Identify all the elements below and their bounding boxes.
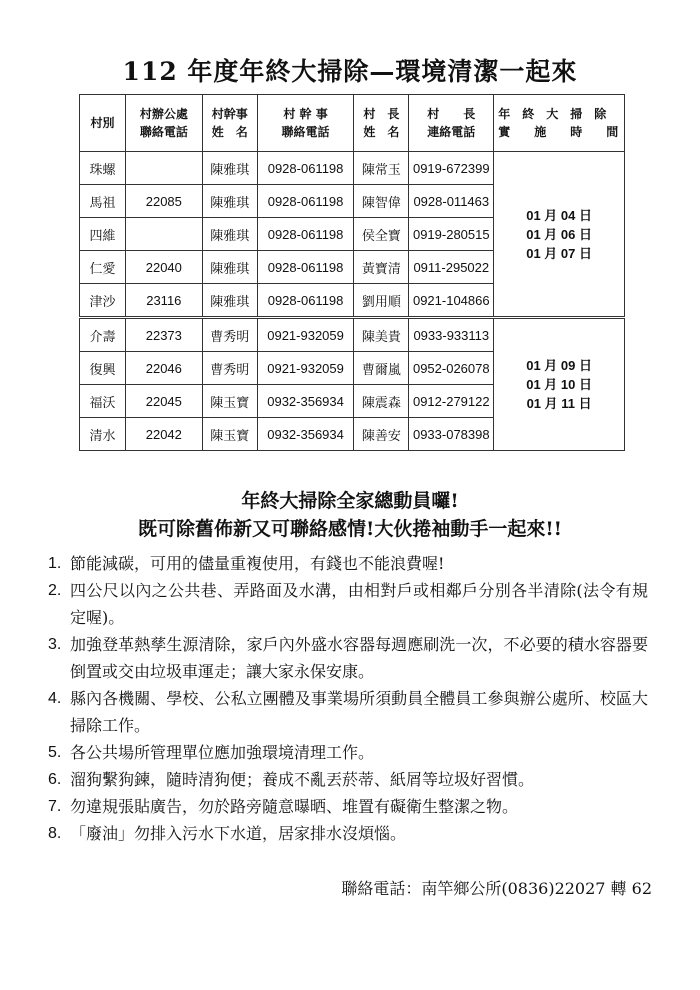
list-item [48,766,648,793]
header-chief-name-line: 村 長 [363,107,400,121]
village-name: 復興 [80,352,126,385]
header-schedule-line: 實 施 時 間 [498,125,619,139]
officer-phone: 0928-061198 [257,284,354,318]
officer-name: 陳雅琪 [202,251,257,284]
chief-phone: 0933-078398 [409,418,494,451]
page-title: 112 年度年終大掃除—環境清潔一起來 [122,57,578,86]
officer-phone: 0932-356934 [257,385,354,418]
officer-name: 陳玉寶 [202,418,257,451]
table-row [80,152,625,185]
cleanup-rules-list [48,550,648,847]
item-text: 節能減碳，可用的儘量重複使用，有錢也不能浪費喔! [70,554,445,573]
schedule-date: 01 月 04 日 [526,207,592,223]
office-phone [125,218,202,251]
item-text: 勿違規張貼廣告，勿於路旁隨意曝晒、堆置有礙衛生整潔之物。 [70,797,519,816]
chief-phone: 0919-280515 [409,218,494,251]
chief-name: 陳震森 [354,385,409,418]
schedule-date: 01 月 10 日 [526,377,592,392]
chief-name: 曹爾嵐 [354,352,409,385]
list-item [48,820,648,847]
header-chief-phone [409,95,494,152]
header-office-phone-line: 聯絡電話 [139,125,188,139]
header-chief-phone-line: 村 長 [427,107,476,121]
village-name: 仁愛 [80,251,126,284]
list-item [48,550,648,577]
officer-name: 曹秀明 [202,318,257,352]
header-office-phone-line: 村辦公處 [139,107,188,121]
list-item [48,793,648,820]
officer-phone: 0921-932059 [257,352,354,385]
chief-name: 陳智偉 [354,185,409,218]
item-text: 「廢油」勿排入污水下水道，居家排水沒煩惱。 [70,824,407,843]
header-schedule-line: 年 終 大 掃 除 [498,107,607,121]
office-phone: 22040 [125,251,202,284]
officer-name: 陳玉寶 [202,385,257,418]
item-number: 1. [48,555,62,572]
item-number: 5. [48,744,62,761]
officer-phone: 0928-061198 [257,152,354,185]
office-phone: 22085 [125,185,202,218]
item-text: 縣內各機關、學校、公私立團體及事業場所須動員全體員工參與辦公處所、校區大掃除工作。 [70,689,648,735]
header-village: 村別 [80,95,126,152]
item-number: 4. [48,690,62,707]
officer-name: 陳雅琪 [202,185,257,218]
officer-phone: 0928-061198 [257,218,354,251]
item-number: 7. [48,798,62,815]
officer-name: 陳雅琪 [202,152,257,185]
officer-phone: 0921-932059 [257,318,354,352]
village-name: 珠螺 [80,152,126,185]
chief-name: 陳美貴 [354,318,409,352]
officer-name: 曹秀明 [202,352,257,385]
cleanup-schedule-table [79,94,625,451]
chief-phone: 0928-011463 [409,185,494,218]
header-officer-name-line: 村幹事 [211,107,248,121]
schedule-date: 01 月 07 日 [526,245,592,261]
chief-phone: 0912-279122 [409,385,494,418]
chief-name: 陳常玉 [354,152,409,185]
office-phone: 22045 [125,385,202,418]
item-text: 各公共場所管理單位應加強環境清理工作。 [70,743,375,762]
list-item [48,577,648,631]
header-officer-name [202,95,257,152]
header-office-phone [125,95,202,152]
item-number: 3. [48,636,62,653]
chief-phone: 0933-933113 [409,318,494,352]
item-text: 加強登革熱孳生源清除，家戶內外盛水容器每週應刷洗一次，不必要的積水容器要倒置或交由垃圾車運走；讓大家永保安康。 [70,635,648,681]
item-number: 6. [48,771,62,788]
chief-name: 侯全寶 [354,218,409,251]
chief-name: 劉用順 [354,284,409,318]
office-phone: 23116 [125,284,202,318]
header-officer-name-line: 姓 名 [211,125,248,139]
office-phone: 22042 [125,418,202,451]
table-row [80,318,625,352]
contact-info: 聯絡電話：南竿鄉公所(0836)22027 轉 62 [341,879,652,898]
list-item [48,739,648,766]
slogan-line-2: 既可除舊佈新又可聯絡感情!大伙捲袖動手一起來!! [137,518,563,540]
header-officer-phone-line: 聯絡電話 [281,125,330,139]
officer-name: 陳雅琪 [202,284,257,318]
village-name: 介壽 [80,318,126,352]
officer-phone: 0932-356934 [257,418,354,451]
chief-phone: 0952-026078 [409,352,494,385]
office-phone [125,152,202,185]
header-schedule [494,95,625,152]
chief-phone: 0911-295022 [409,251,494,284]
village-name: 福沃 [80,385,126,418]
item-text: 溜狗繫狗鍊，隨時清狗便；養成不亂丟菸蒂、紙屑等垃圾好習慣。 [70,770,535,789]
village-name: 馬祖 [80,185,126,218]
chief-phone: 0919-672399 [409,152,494,185]
header-officer-phone [257,95,354,152]
schedule-date: 01 月 06 日 [526,226,592,242]
office-phone: 22046 [125,352,202,385]
schedule-dates [494,318,625,451]
officer-phone: 0928-061198 [257,185,354,218]
chief-name: 陳善安 [354,418,409,451]
village-name: 四維 [80,218,126,251]
header-officer-phone-line: 村 幹 事 [283,107,328,121]
schedule-date: 01 月 11 日 [526,396,592,411]
table-header-row [80,95,625,152]
office-phone: 22373 [125,318,202,352]
schedule-date: 01 月 09 日 [526,358,592,373]
header-chief-name-line: 姓 名 [363,125,400,139]
schedule-dates [494,152,625,318]
officer-phone: 0928-061198 [257,251,354,284]
item-number: 2. [48,582,62,599]
list-item [48,631,648,685]
chief-phone: 0921-104866 [409,284,494,318]
village-name: 津沙 [80,284,126,318]
header-chief-phone-line: 連絡電話 [427,125,476,139]
item-number: 8. [48,825,62,842]
header-chief-name [354,95,409,152]
list-item [48,685,648,739]
officer-name: 陳雅琪 [202,218,257,251]
village-name: 清水 [80,418,126,451]
slogan-line-1: 年終大掃除全家總動員囉! [241,490,459,512]
chief-name: 黃寶清 [354,251,409,284]
item-text: 四公尺以內之公共巷、弄路面及水溝，由相對戶或相鄰戶分別各半清除(法令有規定喔)。 [70,581,648,627]
